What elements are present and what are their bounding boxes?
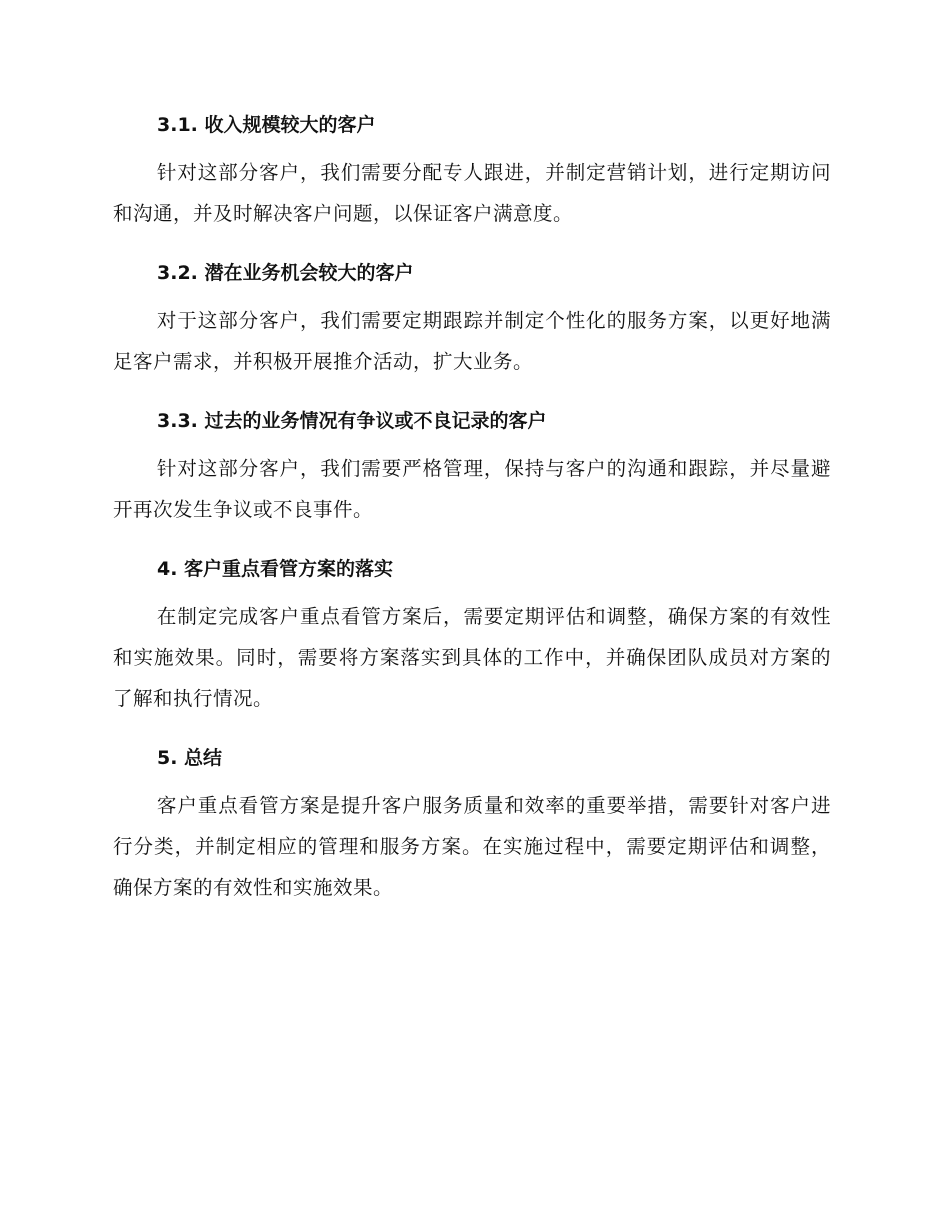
section-heading: 3.2. 潜在业务机会较大的客户 [157,262,414,284]
section-heading: 5. 总结 [157,747,223,769]
section-paragraph: 在制定完成客户重点看管方案后，需要定期评估和调整，确保方案的有效性和实施效果。同时，需要将方案落实到具体的工作中，并确保团队成员对方案的了解和执行情况。 [113,605,831,710]
document-page [113,108,831,930]
section-5 [113,741,831,908]
section-paragraph: 对于这部分客户，我们需要定期跟踪并制定个性化的服务方案，以更好地满足客户需求，并积极开展推介活动，扩大业务。 [113,309,831,373]
section-heading: 3.3. 过去的业务情况有争议或不良记录的客户 [157,410,547,432]
section-heading: 3.1. 收入规模较大的客户 [157,114,376,136]
section-3-2 [113,256,831,382]
section-paragraph: 客户重点看管方案是提升客户服务质量和效率的重要举措，需要针对客户进行分类，并制定相应的管理和服务方案。在实施过程中，需要定期评估和调整，确保方案的有效性和实施效果。 [113,794,831,899]
section-3-3 [113,404,831,530]
section-3-1 [113,108,831,234]
section-heading: 4. 客户重点看管方案的落实 [157,558,394,580]
section-paragraph: 针对这部分客户，我们需要分配专人跟进，并制定营销计划，进行定期访问和沟通，并及时解决客户问题，以保证客户满意度。 [113,161,831,225]
section-4 [113,552,831,719]
section-paragraph: 针对这部分客户，我们需要严格管理，保持与客户的沟通和跟踪，并尽量避开再次发生争议或不良事件。 [113,457,831,521]
